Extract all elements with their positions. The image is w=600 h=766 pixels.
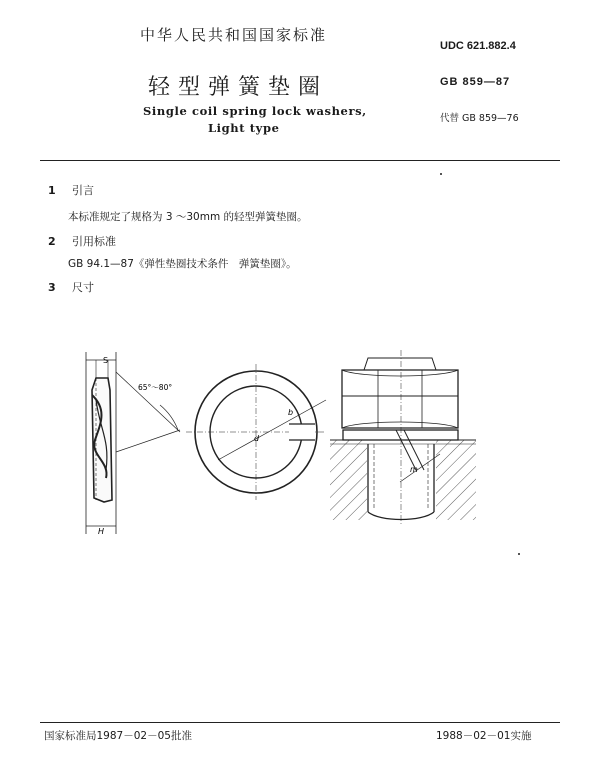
replaces-standard: 代替 GB 859—76 <box>440 113 519 124</box>
washer-plan-view <box>186 364 326 500</box>
udc-code: UDC 621.882.4 <box>440 40 516 52</box>
section-title: 引言 <box>72 184 94 197</box>
national-standard-heading: 中华人民共和国国家标准 <box>140 26 328 44</box>
washer-side-view <box>86 352 180 534</box>
section-number: 1 <box>48 184 56 197</box>
gb-number: GB 859—87 <box>440 76 511 88</box>
section-title: 引用标准 <box>72 235 116 248</box>
section-2-body: GB 94.1—87《弹性垫圈技术条件 弹簧垫圈》。 <box>68 258 297 270</box>
label-d: d <box>254 434 260 443</box>
section-number: 3 <box>48 281 56 294</box>
scan-speck <box>518 553 520 555</box>
label-s: S <box>103 356 109 365</box>
section-number: 2 <box>48 235 56 248</box>
label-m: m <box>410 465 418 474</box>
footer-divider <box>40 722 560 723</box>
label-h: H <box>98 527 105 536</box>
document-title-en-line1: Single coil spring lock washers, <box>143 104 367 118</box>
document-title-cn: 轻型弹簧垫圈 <box>148 75 329 100</box>
implementation-date: 1988－02－01实施 <box>436 730 532 742</box>
label-angle: 65°～80° <box>138 383 173 392</box>
approval-date: 国家标准局1987－02－05批准 <box>44 730 192 742</box>
section-1-body: 本标准规定了规格为 3 ～30mm 的轻型弹簧垫圈。 <box>68 211 308 223</box>
bolt-assembly-view <box>330 350 476 525</box>
section-title: 尺寸 <box>72 281 94 294</box>
label-b: b <box>288 408 294 417</box>
document-title-en-line2: Light type <box>208 121 280 135</box>
